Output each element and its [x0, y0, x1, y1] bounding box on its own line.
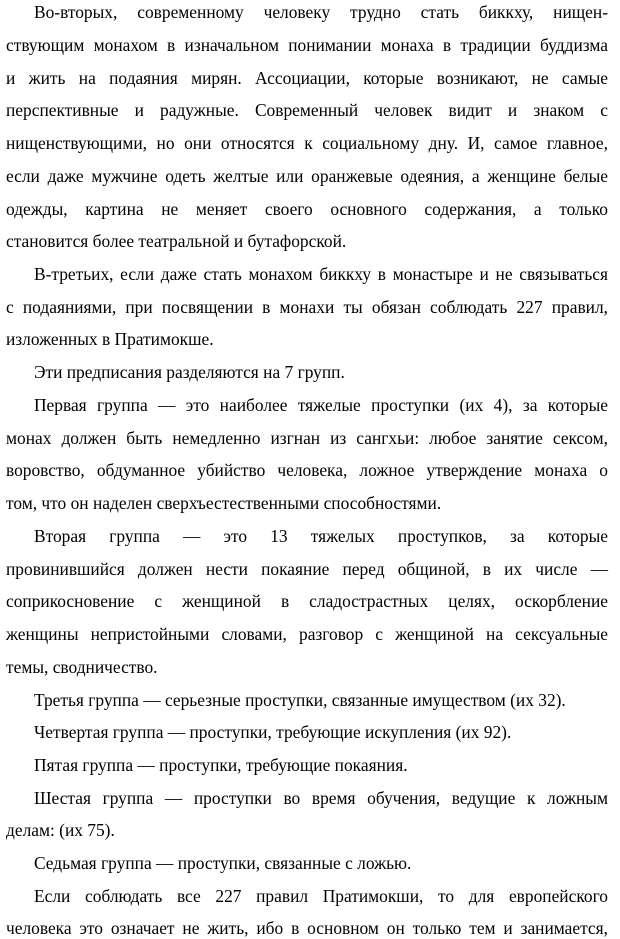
- text-line: становится более театральной и бутафорской.: [6, 231, 347, 251]
- text-line: монах должен быть немедленно изгнан из сангхьи: любое занятие сексом,: [6, 428, 608, 448]
- text-line: если даже мужчине одеть желтые или оранжевые одеяния, а женщине белые: [6, 166, 608, 186]
- text-line: Если соблюдать все 227 правил Пратимокши, то для европейского: [34, 886, 608, 906]
- text-line: одежды, картина не меняет своего основного содержания, а только: [6, 199, 608, 219]
- text-line: женщины непристойными словами, разговор с женщиной на сексуальные: [6, 624, 608, 644]
- text-line: нищенствующими, но они относятся к социальному дну. И, самое главное,: [6, 133, 608, 153]
- text-line: Во-вторых, современному человеку трудно стать биккху, нищен-: [34, 2, 608, 22]
- text-line: перспективные и радужные. Современный человек видит и знаком с: [6, 100, 608, 120]
- text-line: Эти предписания разделяются на 7 групп.: [34, 362, 345, 382]
- text-line: изложенных в Пратимокше.: [6, 329, 214, 349]
- text-line: и жить на подаяния мирян. Ассоциации, которые возникают, не самые: [6, 68, 608, 88]
- text-line: В-третьих, если даже стать монахом биккху в монастыре и не связываться: [34, 264, 608, 284]
- text-line: провинившийся должен нести покаяние перед общиной, в их числе —: [6, 559, 608, 579]
- text-line: Пятая группа — проступки, требующие покаяния.: [34, 755, 408, 775]
- text-line: Первая группа — это наиболее тяжелые проступки (их 4), за которые: [34, 395, 608, 415]
- text-line: том, что он наделен сверхъестественными способностями.: [6, 493, 442, 513]
- text-line: воровство, обдуманное убийство человека, ложное утверждение монаха о: [6, 460, 608, 480]
- text-line: с подаяниями, при посвящении в монахи ты обязан соблюдать 227 правил,: [6, 297, 608, 317]
- text-line: соприкосновение с женщиной в сладострастных целях, оскорбление: [6, 591, 608, 611]
- text-line: Четвертая группа — проступки, требующие искупления (их 92).: [34, 722, 512, 742]
- text-line: Шестая группа — проступки во время обучения, ведущие к ложным: [34, 788, 608, 808]
- text-line: Седьмая группа — проступки, связанные с ложью.: [34, 853, 412, 873]
- text-line: человека это означает не жить, ибо в основном он только тем и занимается,: [6, 918, 608, 938]
- text-line: Вторая группа — это 13 тяжелых проступков, за которые: [34, 526, 608, 546]
- text-line: ствующим монахом в изначальном понимании монаха в традиции буддизма: [6, 35, 608, 55]
- text-line: делам: (их 75).: [6, 820, 115, 840]
- text-line: Третья группа — серьезные проступки, связанные имуществом (их 32).: [34, 690, 566, 710]
- text-line: темы, сводничество.: [6, 657, 158, 677]
- document-page: [6, 0, 608, 938]
